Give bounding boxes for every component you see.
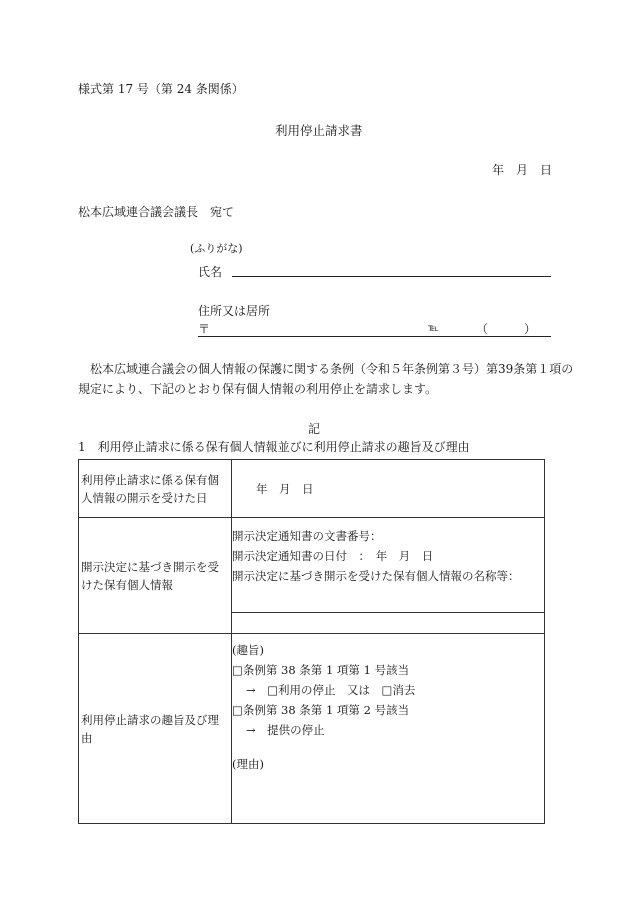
address-underline [198,336,551,337]
row-label [79,460,232,518]
option-1-detail[interactable]: → □利用の停止 又は □消去 [246,683,416,697]
info-name-line: 開示決定に基づき開示を受けた保有個人情報の名称等： [232,569,520,583]
name-label: 氏名 [198,265,223,279]
doc-date-line: 開示決定通知書の日付 ： 年 月 日 [232,549,434,563]
option-2-detail: → 提供の停止 [246,723,325,737]
name-underline [232,276,551,277]
row3-label: 利用停止請求の趣旨及び理由 [81,712,219,745]
furigana-label: (ふりがな) [190,242,243,255]
row3-value-cell[interactable] [232,634,545,824]
doc-number-line: 開示決定通知書の文書番号： [232,529,382,543]
row-label [79,518,232,634]
row2-bottom-strip [232,612,544,624]
row2-label: 開示決定に基づき開示を受けた保有個人情報 [81,559,219,592]
table-row-disclosure-date [79,460,545,518]
reason-heading: (理由) [232,757,264,771]
option-1-checkbox-line[interactable]: □条例第 38 条第 1 項第 1 号該当 [232,663,410,677]
paragraph-line-2: 規定により、下記のとおり保有個人情報の利用停止を請求します。 [78,382,438,396]
ki-mark: 記 [308,422,321,436]
tel-label: ℡ [428,323,439,334]
row2-value-cell[interactable] [232,518,545,634]
document-title: 利用停止請求書 [275,123,363,138]
row1-value: 年 月 日 [256,481,314,496]
paragraph-line-1: 松本広域連合議会の個人情報の保護に関する条例（令和５年条例第３号）第39条第１項の [90,362,574,376]
row1-value-cell[interactable] [232,460,545,518]
postal-mark: 〒 [198,322,211,336]
option-2-checkbox-line[interactable]: □条例第 38 条第 1 項第 2 号該当 [232,703,410,717]
purpose-heading: (趣旨) [232,643,264,657]
request-table [78,459,545,824]
row-label [79,634,232,824]
tel-parens: （ ） [476,322,537,336]
address-label: 住所又は居所 [198,304,271,318]
section-1-heading: 1 利用停止請求に係る保有個人情報並びに利用停止請求の趣旨及び理由 [78,440,470,454]
table-row-disclosed-info [79,518,545,634]
addressee: 松本広域連合議会議長 宛て [78,205,235,219]
form-number: 様式第 17 号（第 24 条関係） [78,82,244,96]
row1-label: 利用停止請求に係る保有個人情報の開示を受けた日 [81,472,219,505]
table-row-purpose-reason [79,634,545,824]
date-line: 年 月 日 [492,163,553,177]
